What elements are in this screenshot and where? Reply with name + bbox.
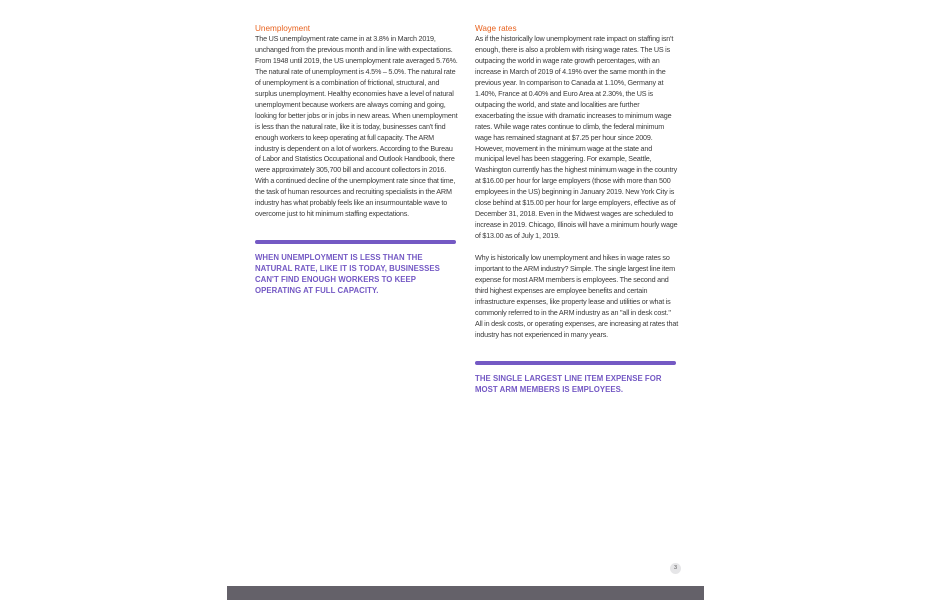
unemployment-body: The US unemployment rate came in at 3.8% in March 2019, unchanged from the previous month and in line with expectations. From 1948 until 2019, the US unemployment rate averaged 5.76%. The natural rate of unemployment is 4.5% – 5.0%. The natural rate of unemployment is a combination of frictional, structural, and surplus unemployment. Healthy economies have a level of natural unemployment because workers are always coming and going, looking for better jobs or in jobs in new areas. When unemployment is less than the natural rate, like it is today, businesses can't find enough workers to keep operating at full capacity. The ARM industry is dependent on a lot of workers. According to the Bureau of Labor and Statistics Occupational and Outlook Handbook, there were approximately 305,700 bill and account collectors in 2016. With a continued decline of the unemployment rate since that time, the task of human resources and recruiting specialists in the ARM industry has what probably feels like an insurmountable wave to overcome just to hit minimum staffing expectations. [255, 34, 458, 219]
wage-rates-heading: Wage rates [475, 24, 517, 33]
unemployment-heading: Unemployment [255, 24, 311, 33]
page-number: 3 [670, 563, 681, 574]
pull-quote-rule [255, 240, 456, 244]
unemployment-pull-quote [255, 240, 459, 296]
unemployment-pull-quote-text: WHEN UNEMPLOYMENT IS LESS THAN THE NATURAL RATE, LIKE IT IS TODAY, BUSINESSES CAN'T FIND ENOUGH WORKERS TO KEEP OPERATING AT FULL CAPACITY. [255, 253, 440, 296]
unemployment-column [255, 23, 459, 296]
footer-bar [227, 586, 704, 600]
pull-quote-rule [475, 361, 676, 365]
wage-rates-pull-quote-text: THE SINGLE LARGEST LINE ITEM EXPENSE FOR MOST ARM MEMBERS IS EMPLOYEES. [475, 373, 662, 394]
wage-rates-column [475, 23, 679, 395]
wage-rates-body-1: As if the historically low unemployment rate impact on staffing isn't enough, there is also a problem with rising wage rates. The US is outpacing the world in wage rate growth percentages, with an increase in March of 2019 of 4.19% over the same month in the previous year. In comparison to Canada at 1.10%, Germany at 1.40%, France at 0.40% and Euro Area at 2.30%, the US is outpacing the world, and state and localities are further exacerbating the issue with dramatic increases to minimum wage rates. While wage rates continue to climb, the federal minimum wage has remained stagnant at $7.25 per hour since 2009. However, movement in the minimum wage at the state and municipal level has been staggering. For example, Seattle, Washington currently has the highest minimum wage in the country at $16.00 per hour for large employers (those with more than 500 employees in the US) beginning in January 2019. New York City is close behind at $15.00 per hour for large employers, effective as of December 31, 2018. Even in the Midwest wages are scheduled to increase in 2019. Chicago, Illinois will have a minimum hourly wage of $13.00 as of July 1, 2019. [475, 34, 678, 241]
wage-rates-pull-quote [475, 361, 679, 395]
wage-rates-body-2: Why is historically low unemployment and hikes in wage rates so important to the ARM industry? Simple. The single largest line item expense for most ARM members is employees. The second and third highest expenses are employee benefits and certain infrastructure expenses, like property lease and utilities or what is commonly referred to in the ARM industry as an "all in desk cost." All in desk costs, or operating expenses, are increasing at rates that industry has not experienced in many years. [475, 253, 679, 339]
